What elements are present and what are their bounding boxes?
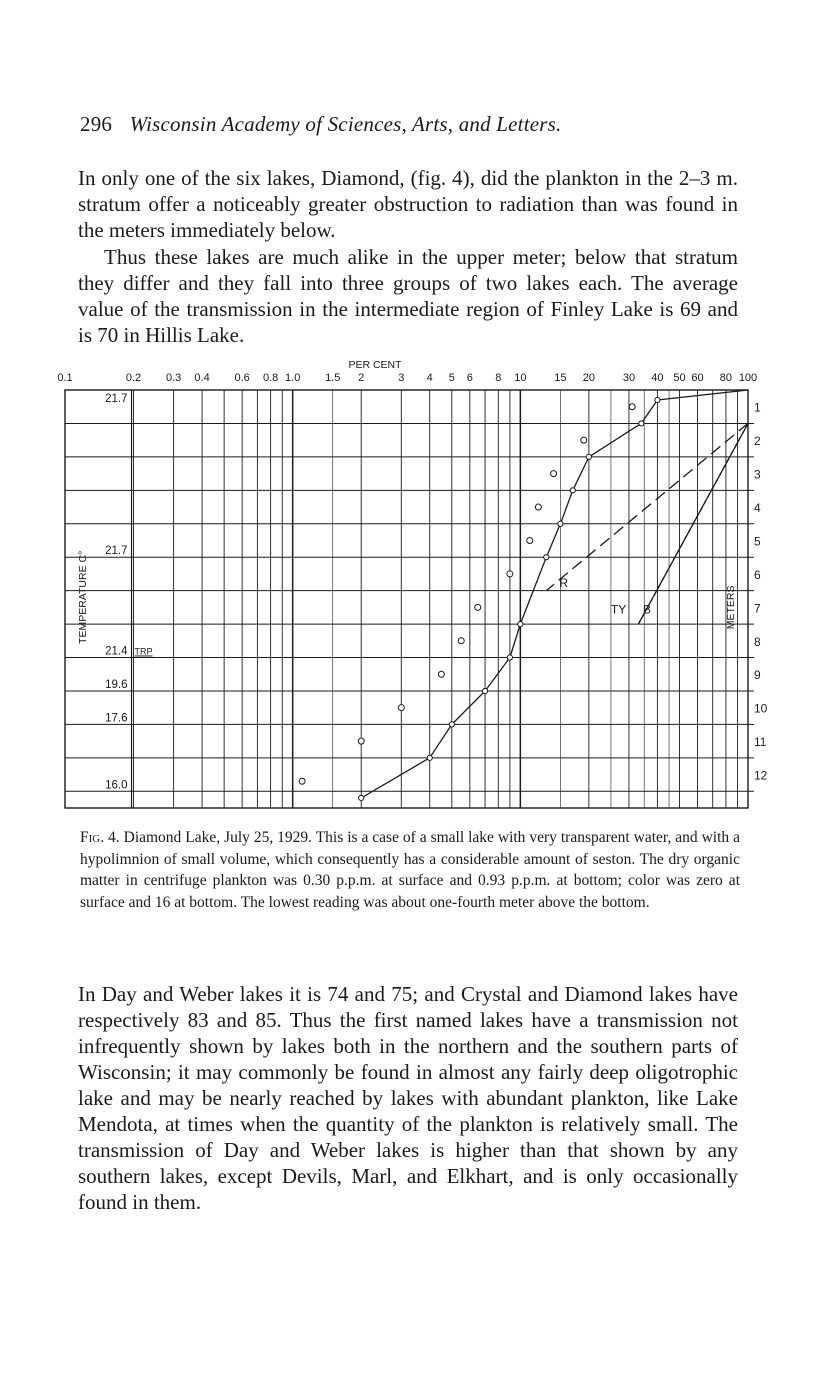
depth-label: 2	[754, 434, 761, 449]
series-line-r	[546, 423, 748, 590]
per-meter-point	[398, 705, 404, 711]
x-tick-label: 1.5	[325, 372, 341, 384]
transmission-chart	[0, 358, 813, 818]
x-tick-label: 3	[398, 372, 405, 384]
per-meter-point	[458, 638, 464, 644]
per-meter-point	[527, 537, 533, 543]
depth-label: 3	[754, 467, 761, 482]
cumulative-point	[586, 454, 591, 459]
temperature-label: 21.7	[105, 393, 128, 405]
thermocline-label: TRP	[134, 646, 153, 657]
paragraph-2: Thus these lakes are much alike in the upper meter; below that stratum they differ and they fall into three groups of two lakes each. The average value of the transmission in the intermediate region of Finley Lake is 69 and is 70 in Hillis Lake.	[78, 245, 738, 347]
series-label-r: R	[559, 575, 569, 590]
x-tick-label: 20	[582, 372, 595, 384]
x-tick-label: 0.3	[165, 372, 182, 384]
series-label-b: B	[642, 602, 651, 617]
page-number: 296	[80, 112, 113, 136]
cumulative-point	[482, 688, 487, 693]
x-tick-label: 30	[622, 372, 636, 384]
per-meter-point	[358, 738, 364, 744]
series-label-ty: TY	[610, 602, 627, 617]
per-meter-point	[629, 404, 635, 410]
right-axis-label: METERS	[725, 585, 737, 630]
left-axis-label: TEMPERATURE C°	[77, 550, 89, 644]
x-tick-label: 15	[554, 372, 567, 384]
x-tick-label: 0.1	[57, 372, 73, 384]
depth-label: 7	[754, 601, 761, 616]
x-tick-label: 0.2	[125, 372, 142, 384]
x-tick-label: 0.8	[262, 372, 279, 384]
temperature-label: 17.6	[105, 712, 128, 725]
x-tick-label: 10	[514, 372, 527, 384]
temperature-label: 16.0	[105, 779, 128, 792]
figure-label: Fig. 4.	[80, 829, 120, 846]
x-tick-label: 2	[358, 372, 365, 384]
cumulative-point	[558, 521, 563, 526]
page-header	[80, 112, 740, 137]
running-title: Wisconsin Academy of Sciences, Arts, and Letters.	[129, 112, 562, 136]
cumulative-point	[655, 397, 660, 402]
depth-label: 12	[754, 768, 768, 783]
plot-frame	[65, 390, 748, 808]
depth-label: 10	[754, 701, 768, 716]
cumulative-point	[507, 655, 512, 660]
x-tick-label: 5	[448, 372, 455, 384]
x-tick-label: 0.6	[234, 372, 250, 384]
x-tick-label: 6	[466, 372, 473, 384]
temperature-label: 21.7	[105, 545, 128, 558]
depth-label: 1	[754, 400, 761, 415]
per-meter-point	[551, 471, 557, 477]
cumulative-point	[544, 555, 549, 560]
cumulative-point	[427, 755, 432, 760]
depth-label: 9	[754, 668, 761, 683]
depth-label: 4	[754, 501, 761, 516]
cumulative-point	[359, 795, 364, 800]
temperature-label: 21.4	[105, 645, 128, 658]
cumulative-point	[570, 488, 575, 493]
per-meter-point	[475, 604, 481, 610]
per-meter-point	[438, 671, 444, 677]
depth-label: 6	[754, 567, 761, 582]
x-tick-label: 4	[426, 372, 433, 384]
paragraph-3: In Day and Weber lakes it is 74 and 75; and Crystal and Diamond lakes have respectively 83 and 85. Thus the first named lakes have a transmission not infrequently shown by lakes both in the northern and the southern parts of Wisconsin; it may commonly be found in almost any fairly deep oligotrophic lake and may be nearly reached by lakes with abundant plankton, like Lake Mendota, at times when the quantity of the plankton is relatively small. The transmission of Day and Weber lakes is higher than that shown by any southern lakes, except Devils, Marl, and Elkhart, and is only occasionally found in them.	[78, 982, 738, 1214]
temperature-label: 19.6	[105, 678, 128, 691]
cumulative-point	[639, 421, 644, 426]
figure-caption	[80, 827, 740, 913]
per-meter-point	[535, 504, 541, 510]
figure-caption-text: Diamond Lake, July 25, 1929. This is a case of a small lake with very transparent water, and with a hypolimnion of small volume, which consequently has a considerable amount of seston. The dry organic matter in centrifuge plankton was 0.30 p.p.m. at surface and 0.93 p.p.m. at bottom; color was zero at surface and 16 at bottom. The lowest reading was about one-fourth meter above the bottom.	[80, 829, 740, 911]
x-tick-label: 80	[719, 372, 733, 384]
depth-label: 11	[754, 735, 767, 750]
x-tick-label: 60	[691, 372, 704, 384]
paragraph-1: In only one of the six lakes, Diamond, (fig. 4), did the plankton in the 2–3 m. stratum offer a noticeably greater obstruction to radiation than was found in the meters immediately below.	[78, 166, 738, 242]
x-tick-label: 1.0	[285, 372, 301, 384]
series-line-cumulative	[361, 390, 748, 798]
cumulative-point	[518, 621, 523, 626]
x-tick-label: 40	[651, 372, 664, 384]
x-tick-label: 0.4	[194, 372, 210, 384]
x-tick-label: 100	[738, 372, 758, 384]
per-meter-point	[581, 437, 587, 443]
depth-label: 8	[754, 634, 761, 649]
x-tick-label: 8	[495, 372, 502, 384]
x-tick-label: 50	[673, 372, 686, 384]
depth-label: 5	[754, 534, 761, 549]
per-meter-point	[507, 571, 513, 577]
x-axis-label: PER CENT	[348, 359, 402, 371]
cumulative-point	[449, 722, 454, 727]
per-meter-point	[299, 778, 305, 784]
